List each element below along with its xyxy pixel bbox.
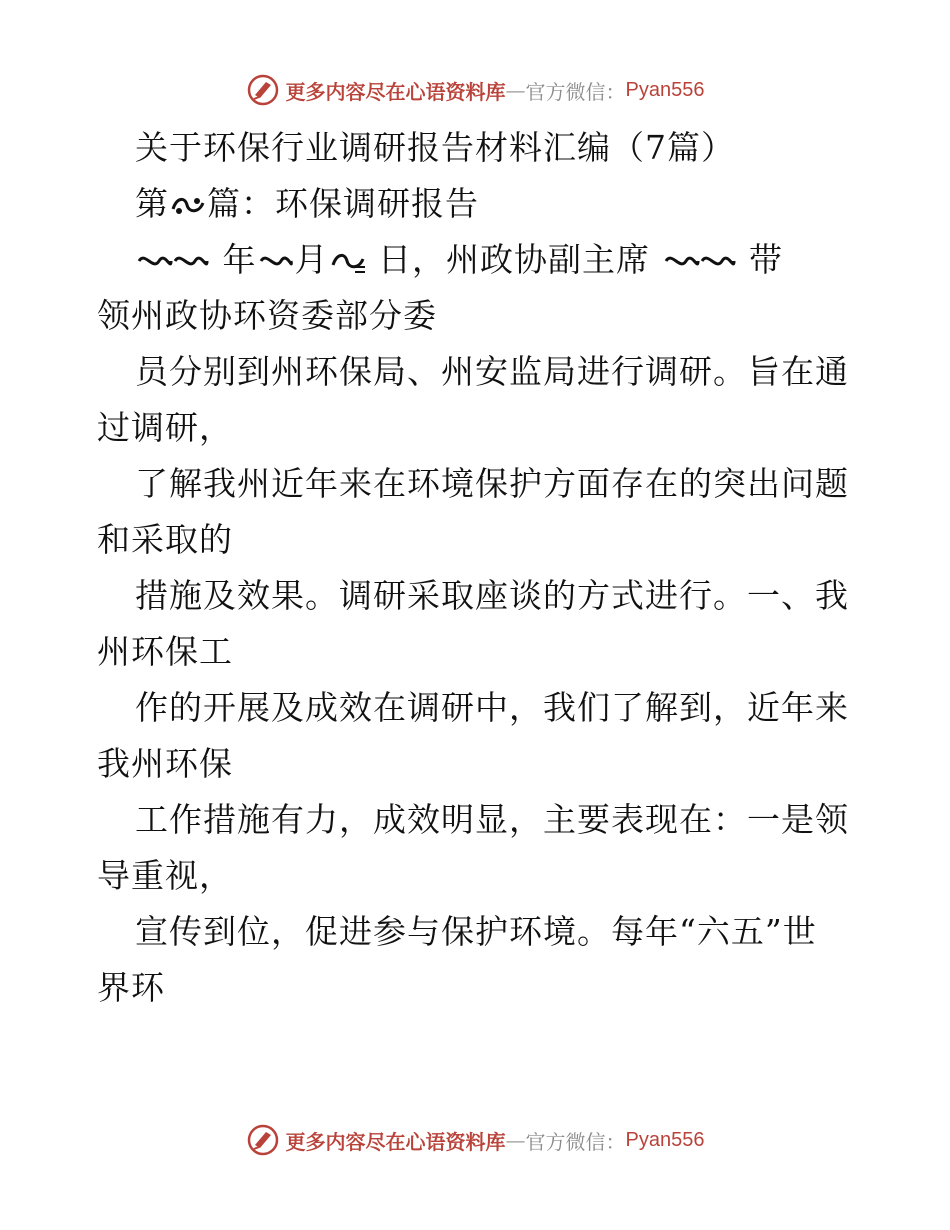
ornament-glyph-icon (257, 247, 295, 277)
paragraph-line: 措施及效果。调研采取座谈的方式进行。一、我 (135, 576, 849, 615)
paragraph-line: 员分别到州环保局、州安监局进行调研。旨在通 (135, 352, 849, 391)
paragraph-line: 导重视， (97, 856, 233, 895)
paragraph-line: 州环保工 (97, 632, 233, 671)
brand-logo-icon (246, 73, 280, 107)
paragraph-line: 作的开展及成效在调研中，我们了解到，近年来 (135, 688, 849, 727)
paragraph-line: 和采取的 (97, 520, 233, 559)
text-year: 年 (222, 240, 257, 279)
paragraph-line: 我州环保 (97, 744, 233, 783)
ornament-glyph-icon (135, 247, 211, 277)
banner-brand-text: 更多内容尽在心语资料库 (285, 1129, 506, 1154)
paragraph-line: 领州政协环资委部分委 (97, 296, 437, 335)
paragraph-line: 工作措施有力，成效明显，主要表现在：一是领 (135, 800, 849, 839)
ornament-glyph-icon (662, 247, 738, 277)
paragraph-line: 宣传到位，促进参与保护环境。每年“六五”世 (135, 912, 817, 951)
paragraph-line (97, 232, 857, 288)
document-title: 关于环保行业调研报告材料汇编（7篇） (135, 128, 735, 167)
banner-wechat-id: Pyan556 (625, 1128, 705, 1151)
banner-wechat-label: 官方微信： (525, 1129, 626, 1154)
heading-suffix: 篇：环保调研报告 (207, 184, 479, 223)
banner-wechat-label: 官方微信： (525, 79, 626, 104)
text-lead: 带 (749, 240, 783, 279)
text-month: 月 (294, 240, 329, 279)
paragraph-line: 过调研， (97, 408, 233, 447)
ornament-glyph-icon (169, 191, 207, 221)
banner-separator: — (505, 78, 526, 102)
section-heading (97, 176, 857, 232)
paragraph-line: 了解我州近年来在环境保护方面存在的突出问题 (135, 464, 849, 503)
banner-separator: — (505, 1128, 526, 1152)
paragraph-line: 界环 (97, 968, 165, 1007)
document-body (97, 120, 857, 1016)
footer-watermark-banner (0, 1118, 950, 1162)
ornament-glyph-icon (329, 247, 367, 277)
brand-logo-icon (246, 1123, 280, 1157)
banner-wechat-id: Pyan556 (625, 78, 705, 101)
text-day-vice-chair: 日，州政协副主席 (378, 240, 650, 279)
banner-brand-text: 更多内容尽在心语资料库 (285, 79, 506, 104)
header-watermark-banner (0, 68, 950, 112)
heading-prefix: 第 (135, 184, 169, 223)
